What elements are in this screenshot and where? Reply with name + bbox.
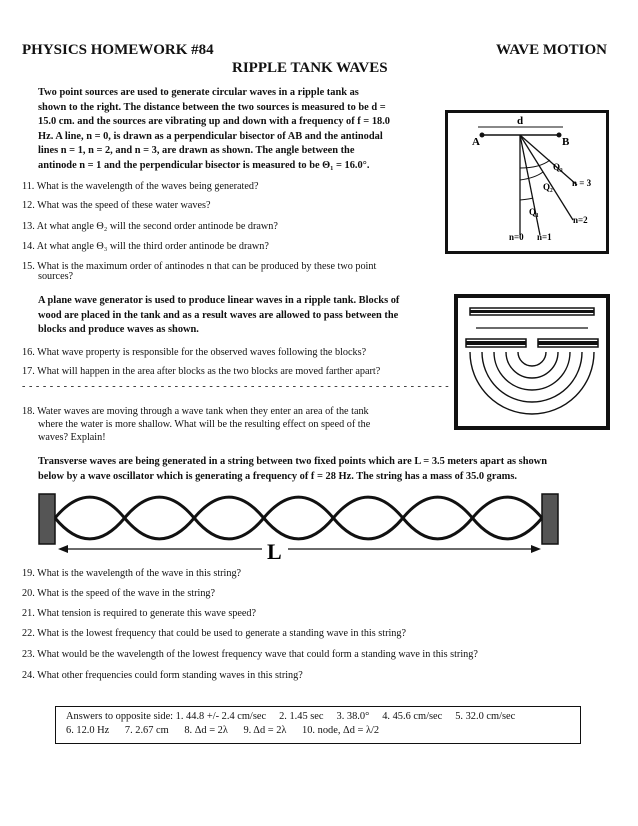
- standing-wave-upper: [55, 497, 542, 518]
- diffraction-diagram: [454, 294, 610, 430]
- section4-intro: [38, 455, 618, 484]
- plane-wave-generator-core: [470, 310, 594, 313]
- question-19: 19. What is the wavelength of the wave in this string?: [22, 568, 242, 579]
- intro-line: lines n = 1, n = 2, and n = 3, are drawn as shown. The angle between the: [38, 145, 355, 157]
- question-22: 22. What is the lowest frequency that could be used to generate a standing wave in this string?: [22, 628, 407, 639]
- intro-line: 15.0 cm. and the sources are vibrating up and down with a frequency of f = 18.0: [38, 116, 391, 128]
- intro-line: wood are placed in the tank and as a result waves are allowed to pass between the: [38, 309, 399, 321]
- intro-line: Transverse waves are being generated in a string between two fixed points which are L = 3.5 meters apart as shown: [38, 456, 547, 467]
- question-17: 17. What will happen in the area after blocks as the two blocks are moved farther apart?: [22, 366, 381, 377]
- answers-line-1: Answers to opposite side: 1. 44.8 +/- 2.4 cm/sec 2. 1.45 sec 3. 38.0° 4. 45.6 cm/sec 5. 32.0 cm/sec: [66, 711, 516, 722]
- label-n1: n=1: [537, 232, 552, 242]
- section-subtitle: RIPPLE TANK WAVES: [232, 60, 388, 76]
- label-theta3: Q₃: [553, 162, 563, 172]
- label-theta2: Q₂: [543, 182, 553, 192]
- length-arrow-left-head: [58, 545, 68, 553]
- section-divider: - - - - - - - - - - - - - - - - - - - - - - - - - - - - - - - - - - - - - - - - - - - - - - - - - - - - - - - - - - - - - -: [22, 381, 450, 392]
- diagram-frame: [456, 296, 608, 428]
- intro-line: A plane wave generator is used to produce linear waves in a ripple tank. Blocks of: [38, 295, 400, 306]
- intro-line: shown to the right. The distance between the two sources is measured to be d =: [38, 101, 386, 113]
- question-14: 14. At what angle Θ₃ will the third order antinode be drawn?: [22, 241, 269, 252]
- section1-intro: [38, 86, 433, 174]
- label-L: L: [267, 539, 282, 562]
- label-b: B: [562, 136, 570, 148]
- right-block-core: [538, 341, 598, 345]
- topic-title: WAVE MOTION: [496, 42, 607, 58]
- length-arrow-right-head: [531, 545, 541, 553]
- label-d: d: [517, 115, 524, 127]
- question-15: 15. What is the maximum order of antinodes n that can be produced by these two point: [22, 261, 377, 272]
- page-title: PHYSICS HOMEWORK #84: [22, 42, 214, 58]
- section2-intro: [38, 294, 443, 338]
- two-source-diagram: [445, 110, 609, 254]
- question-13: 13. At what angle Θ₂ will the second order antinode be drawn?: [22, 221, 278, 232]
- label-theta1: Q₁: [529, 207, 539, 217]
- intro-line: antinode n = 1 and the perpendicular bisector is measured to be Θ₁ = 16.0°.: [38, 159, 370, 171]
- label-n3: n = 3: [572, 178, 592, 188]
- intro-line: Two point sources are used to generate circular waves in a ripple tank as: [38, 87, 359, 98]
- answers-box: [55, 706, 581, 744]
- label-a: A: [472, 136, 480, 148]
- standing-wave-diagram: [36, 490, 566, 562]
- label-n2: n=2: [573, 215, 588, 225]
- intro-line: below by a wave oscillator which is generating a frequency of f = 28 Hz. The string has a mass of 35.0 grams.: [38, 470, 517, 482]
- question-18-line: waves? Explain!: [38, 432, 106, 443]
- question-18-line: 18. Water waves are moving through a wave tank when they enter an area of the tank: [22, 406, 369, 417]
- question-15-cont: sources?: [38, 271, 74, 282]
- question-12: 12. What was the speed of these water waves?: [22, 200, 211, 211]
- source-a-dot: [480, 133, 485, 138]
- question-24: 24. What other frequencies could form standing waves in this string?: [22, 670, 303, 681]
- question-21: 21. What tension is required to generate this wave speed?: [22, 608, 257, 619]
- question-18-line: where the water is more shallow. What will be the resulting effect on speed of the: [38, 419, 371, 430]
- intro-line: blocks and produce waves as shown.: [38, 324, 199, 336]
- question-18: [22, 405, 442, 444]
- answers-line-2: 6. 12.0 Hz 7. 2.67 cm 8. Δd = 2λ 9. Δd = 2λ 10. node, Δd = λ/2: [66, 725, 380, 736]
- label-n0: n=0: [509, 232, 524, 242]
- question-16: 16. What wave property is responsible for the observed waves following the blocks?: [22, 347, 367, 358]
- intro-line: Hz. A line, n = 0, is drawn as a perpendicular bisector of AB and the antinodal: [38, 130, 383, 142]
- question-11: 11. What is the wavelength of the waves being generated?: [22, 181, 259, 192]
- question-23: 23. What would be the wavelength of the lowest frequency wave that could form a standing wave in this string?: [22, 649, 478, 660]
- standing-wave-lower: [55, 518, 542, 539]
- left-block-core: [466, 341, 526, 345]
- left-fixed-end: [39, 494, 55, 544]
- right-fixed-end: [542, 494, 558, 544]
- source-b-dot: [557, 133, 562, 138]
- question-20: 20. What is the speed of the wave in the string?: [22, 588, 216, 599]
